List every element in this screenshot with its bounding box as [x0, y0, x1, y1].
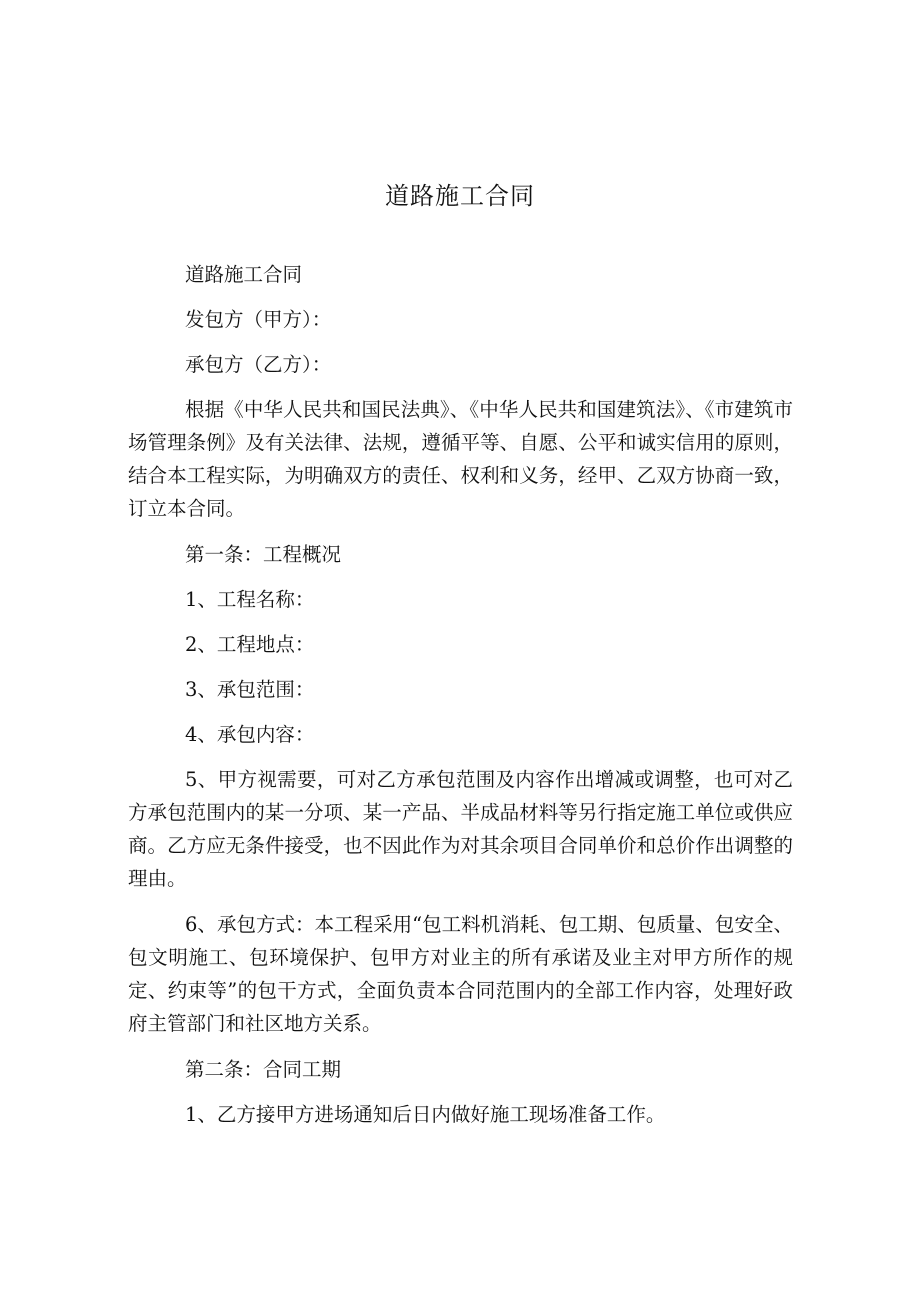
article-2-heading: 第二条：合同工期 [185, 1058, 342, 1081]
contract-scope-line: 3、承包范围： [185, 678, 315, 701]
project-name-line: 1、工程名称： [185, 588, 315, 611]
clause-6-paragraph: 6、承包方式：本工程采用“包工料机消耗、包工期、包质量、包安全、包文明施工、包环境保护、包甲方对业主的所有承诺及业主对甲方所作的规定、约束等”的包干方式，全面负责本合同范围内的全部工作内容，处理好政府主管部门和社区地方关系。 [128, 913, 793, 1035]
schedule-clause-1: 1、乙方接甲方进场通知后日内做好施工现场准备工作。 [185, 1103, 666, 1126]
article-1-heading: 第一条：工程概况 [185, 543, 342, 566]
document-body [128, 258, 793, 1143]
document-title: 道路施工合同 [385, 182, 535, 210]
preamble-paragraph: 根据《中华人民共和国民法典》、《中华人民共和国建筑法》、《市建筑市场管理条例》及有关法律、法规，遵循平等、自愿、公平和诚实信用的原则，结合本工程实际，为明确双方的责任、权利和义务，经甲、乙双方协商一致，订立本合同。 [128, 398, 793, 520]
clause-5-paragraph: 5、甲方视需要，可对乙方承包范围及内容作出增减或调整，也可对乙方承包范围内的某一分项、某一产品、半成品材料等另行指定施工单位或供应商。乙方应无条件接受，也不因此作为对其余项目合同单价和总价作出调整的理由。 [128, 768, 793, 890]
subtitle-paragraph: 道路施工合同 [185, 263, 303, 286]
party-b-line: 承包方（乙方）： [185, 353, 332, 376]
party-a-line: 发包方（甲方）： [185, 308, 332, 331]
project-location-line: 2、工程地点： [185, 633, 315, 656]
contract-content-line: 4、承包内容： [185, 723, 315, 746]
